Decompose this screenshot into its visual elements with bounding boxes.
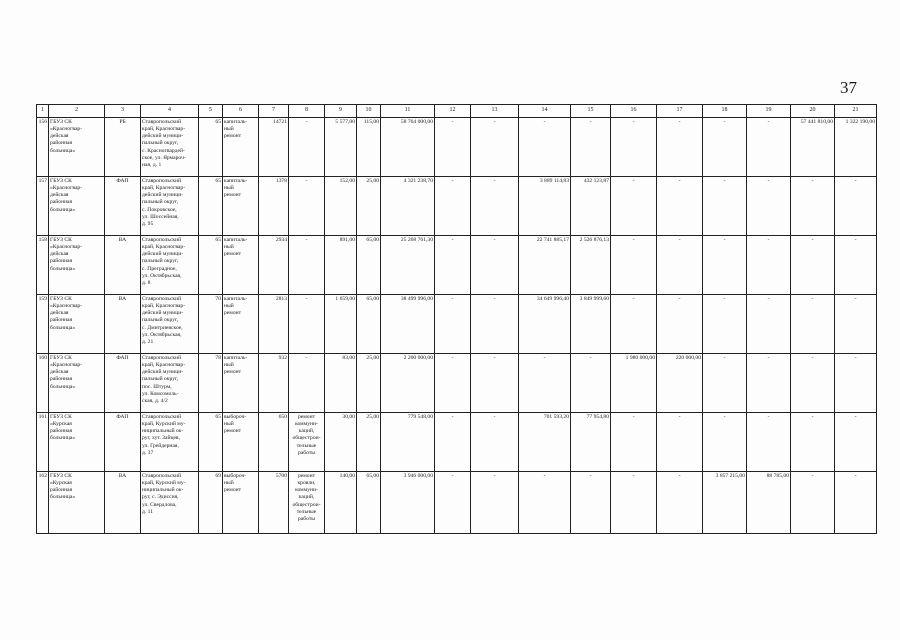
row-number: 157 (37, 177, 49, 236)
column-5-value: 70 (199, 295, 223, 354)
column-14-value: 22 741 885,17 (519, 236, 571, 295)
row-number: 161 (37, 413, 49, 472)
column-13-value: - (471, 295, 519, 354)
column-number-header: 4 (141, 105, 199, 118)
row-number: 160 (37, 354, 49, 413)
column-number-header: 17 (657, 105, 703, 118)
column-number-header: 2 (49, 105, 105, 118)
column-13-value: - (471, 354, 519, 413)
address: Ставропольский край, Курский му- ниципальный ок- руг, с. Эдиссия, ул. Свердлова, д. 11 (141, 472, 199, 534)
work-type: капиталь- ный ремонт (223, 295, 259, 354)
column-9-value: 152,00 (325, 177, 357, 236)
address: Ставропольский край, Красногвар- дейский муници- пальный округ, с. Дмитриевское, ул. Октябрьская, д. 21 (141, 295, 199, 354)
column-number-header: 3 (105, 105, 141, 118)
column-14-value: 3 889 114,83 (519, 177, 571, 236)
work-type: выбороч- ный ремонт (223, 472, 259, 534)
column-21-value: 1 322 190,00 (835, 118, 877, 177)
organization-name: ГБУЗ СК «Красногвар- дейская районная больница» (49, 177, 105, 236)
column-16-value: - (611, 295, 657, 354)
column-17-value: - (657, 295, 703, 354)
organization-name: ГБУЗ СК «Курская районная больница» (49, 413, 105, 472)
total-cost: 2 200 000,00 (381, 354, 435, 413)
address: Ставропольский край, Курский му- ниципальный ок- руг, хут. Зайцев, ул. Грейдерная, д. 37 (141, 413, 199, 472)
column-18-value: 3 857 215,00 (703, 472, 747, 534)
column-15-value: 2 526 876,13 (571, 236, 611, 295)
column-9-value: 891,00 (325, 236, 357, 295)
column-number-row (37, 105, 877, 118)
organization-name: ГБУЗ СК «Красногвар- дейская районная больница» (49, 118, 105, 177)
total-cost: 58 764 000,00 (381, 118, 435, 177)
total-cost: 4 321 238,70 (381, 177, 435, 236)
column-12-value: - (435, 472, 471, 534)
column-14-value: - (519, 118, 571, 177)
column-16-value: - (611, 118, 657, 177)
column-12-value: - (435, 354, 471, 413)
column-number-header: 5 (199, 105, 223, 118)
column-20-value: - (791, 295, 835, 354)
table-row (37, 177, 877, 236)
column-12-value: - (435, 118, 471, 177)
column-18-value: - (703, 118, 747, 177)
column-20-value: - (791, 236, 835, 295)
column-17-value: - (657, 236, 703, 295)
column-number-header: 12 (435, 105, 471, 118)
column-21-value: - (835, 472, 877, 534)
address: Ставропольский край, Красногвар- дейский муници- пальный округ, пос. Штурм, ул. Комсомоль- ская, д. 4/2 (141, 354, 199, 413)
column-7-value: 2813 (259, 295, 289, 354)
facility-type: ВА (105, 472, 141, 534)
column-number-header: 6 (223, 105, 259, 118)
column-7-value: 2934 (259, 236, 289, 295)
column-number-header: 7 (259, 105, 289, 118)
column-9-value: 1 659,00 (325, 295, 357, 354)
column-14-value: 34 649 996,40 (519, 295, 571, 354)
column-9-value: 140,00 (325, 472, 357, 534)
column-5-value: 78 (199, 354, 223, 413)
column-18-value: - (703, 295, 747, 354)
column-10-value: 25,00 (357, 177, 381, 236)
column-21-value: - (835, 413, 877, 472)
column-5-value: 65 (199, 413, 223, 472)
column-7-value: 932 (259, 354, 289, 413)
facility-type: ФАП (105, 354, 141, 413)
table-row (37, 354, 877, 413)
column-19-value: - (747, 236, 791, 295)
column-10-value: 65,00 (357, 472, 381, 534)
column-9-value: 5 577,00 (325, 118, 357, 177)
column-19-value: - (747, 354, 791, 413)
column-18-value: - (703, 413, 747, 472)
table-body (37, 118, 877, 534)
table-row (37, 295, 877, 354)
facility-type: ФАП (105, 413, 141, 472)
column-number-header: 20 (791, 105, 835, 118)
organization-name: ГБУЗ СК «Красногвар- дейская районная больница» (49, 354, 105, 413)
column-10-value: 65,00 (357, 295, 381, 354)
column-13-value: - (471, 236, 519, 295)
column-5-value: 69 (199, 472, 223, 534)
column-21-value: - (835, 236, 877, 295)
column-12-value: - (435, 413, 471, 472)
column-12-value: - (435, 295, 471, 354)
column-number-header: 18 (703, 105, 747, 118)
column-17-value: - (657, 472, 703, 534)
column-20-value: - (791, 354, 835, 413)
facility-type: ВА (105, 236, 141, 295)
address: Ставропольский край, Красногвар- дейский муници- пальный округ, с. Преградное, ул. Октябрьская, д. 8 (141, 236, 199, 295)
organization-name: ГБУЗ СК «Курская районная больница» (49, 472, 105, 534)
column-20-value: - (791, 413, 835, 472)
facility-type: ВА (105, 295, 141, 354)
column-15-value: - (571, 472, 611, 534)
column-19-value: - (747, 177, 791, 236)
column-number-header: 10 (357, 105, 381, 118)
work-type: капиталь- ный ремонт (223, 236, 259, 295)
table-row (37, 472, 877, 534)
column-19-value: 88 785,00 (747, 472, 791, 534)
column-15-value: 3 849 999,60 (571, 295, 611, 354)
column-21-value: - (835, 354, 877, 413)
work-description: - (289, 236, 325, 295)
column-14-value: - (519, 472, 571, 534)
total-cost: 3 946 000,00 (381, 472, 435, 534)
column-15-value: 77 954,80 (571, 413, 611, 472)
column-12-value: - (435, 236, 471, 295)
column-16-value: - (611, 177, 657, 236)
column-9-value: 30,00 (325, 413, 357, 472)
column-15-value: - (571, 118, 611, 177)
column-16-value: - (611, 472, 657, 534)
work-type: выбороч- ный ремонт (223, 413, 259, 472)
work-type: капиталь- ный ремонт (223, 354, 259, 413)
row-number: 156 (37, 118, 49, 177)
work-type: капиталь- ный ремонт (223, 177, 259, 236)
column-13-value: - (471, 413, 519, 472)
column-16-value: 1 980 000,00 (611, 354, 657, 413)
total-cost: 25 268 761,30 (381, 236, 435, 295)
table-row (37, 118, 877, 177)
column-number-header: 16 (611, 105, 657, 118)
column-17-value: - (657, 413, 703, 472)
column-13-value: - (471, 177, 519, 236)
work-description: ремонт коммуни- каций, общестрои- тельные работы (289, 413, 325, 472)
column-18-value: - (703, 236, 747, 295)
table-row (37, 413, 877, 472)
column-10-value: 115,00 (357, 118, 381, 177)
column-5-value: 65 (199, 236, 223, 295)
column-10-value: 25,00 (357, 413, 381, 472)
column-number-header: 14 (519, 105, 571, 118)
column-number-header: 19 (747, 105, 791, 118)
page-number: 37 (840, 78, 857, 97)
column-7-value: 1378 (259, 177, 289, 236)
work-description: - (289, 177, 325, 236)
row-number: 159 (37, 295, 49, 354)
column-5-value: 65 (199, 177, 223, 236)
organization-name: ГБУЗ СК «Красногвар- дейская районная больница» (49, 295, 105, 354)
column-21-value: - (835, 177, 877, 236)
column-12-value: - (435, 177, 471, 236)
column-13-value: - (471, 118, 519, 177)
column-7-value: 5700 (259, 472, 289, 534)
column-18-value: - (703, 177, 747, 236)
address: Ставропольский край, Красногвар- дейский муници- пальный округ, с. Красногвардей- ское, ул. Ярмароч- ная, д. 1 (141, 118, 199, 177)
data-table (36, 104, 877, 534)
facility-type: ФАП (105, 177, 141, 236)
column-10-value: 25,00 (357, 354, 381, 413)
work-description: ремонт кровли, коммуни- каций, общестрои- тельные работы (289, 472, 325, 534)
facility-type: РБ (105, 118, 141, 177)
work-type: капиталь- ный ремонт (223, 118, 259, 177)
column-14-value: - (519, 354, 571, 413)
address: Ставропольский край, Красногвар- дейский муници- пальный округ, с. Покровское, ул. Шоссейная, д. 95 (141, 177, 199, 236)
column-7-value: 650 (259, 413, 289, 472)
column-16-value: - (611, 413, 657, 472)
work-description: - (289, 118, 325, 177)
column-21-value: - (835, 295, 877, 354)
organization-name: ГБУЗ СК «Красногвар- дейская районная больница» (49, 236, 105, 295)
column-number-header: 9 (325, 105, 357, 118)
column-number-header: 11 (381, 105, 435, 118)
column-7-value: 14721 (259, 118, 289, 177)
column-20-value: 57 441 810,00 (791, 118, 835, 177)
column-17-value: - (657, 177, 703, 236)
column-5-value: 65 (199, 118, 223, 177)
column-number-header: 21 (835, 105, 877, 118)
column-number-header: 15 (571, 105, 611, 118)
column-19-value: - (747, 413, 791, 472)
column-14-value: 701 593,20 (519, 413, 571, 472)
work-description: - (289, 295, 325, 354)
column-15-value: 432 123,87 (571, 177, 611, 236)
column-19-value: - (747, 118, 791, 177)
column-17-value: 220 000,00 (657, 354, 703, 413)
table-row (37, 236, 877, 295)
column-20-value: - (791, 472, 835, 534)
column-17-value: - (657, 118, 703, 177)
total-cost: 779 548,00 (381, 413, 435, 472)
work-description: - (289, 354, 325, 413)
column-10-value: 65,00 (357, 236, 381, 295)
column-number-header: 8 (289, 105, 325, 118)
column-15-value: - (571, 354, 611, 413)
column-9-value: 83,00 (325, 354, 357, 413)
column-20-value: - (791, 177, 835, 236)
column-16-value: - (611, 236, 657, 295)
column-19-value: - (747, 295, 791, 354)
row-number: 162 (37, 472, 49, 534)
column-18-value: - (703, 354, 747, 413)
row-number: 158 (37, 236, 49, 295)
total-cost: 38 499 996,00 (381, 295, 435, 354)
column-13-value: - (471, 472, 519, 534)
column-number-header: 1 (37, 105, 49, 118)
column-number-header: 13 (471, 105, 519, 118)
